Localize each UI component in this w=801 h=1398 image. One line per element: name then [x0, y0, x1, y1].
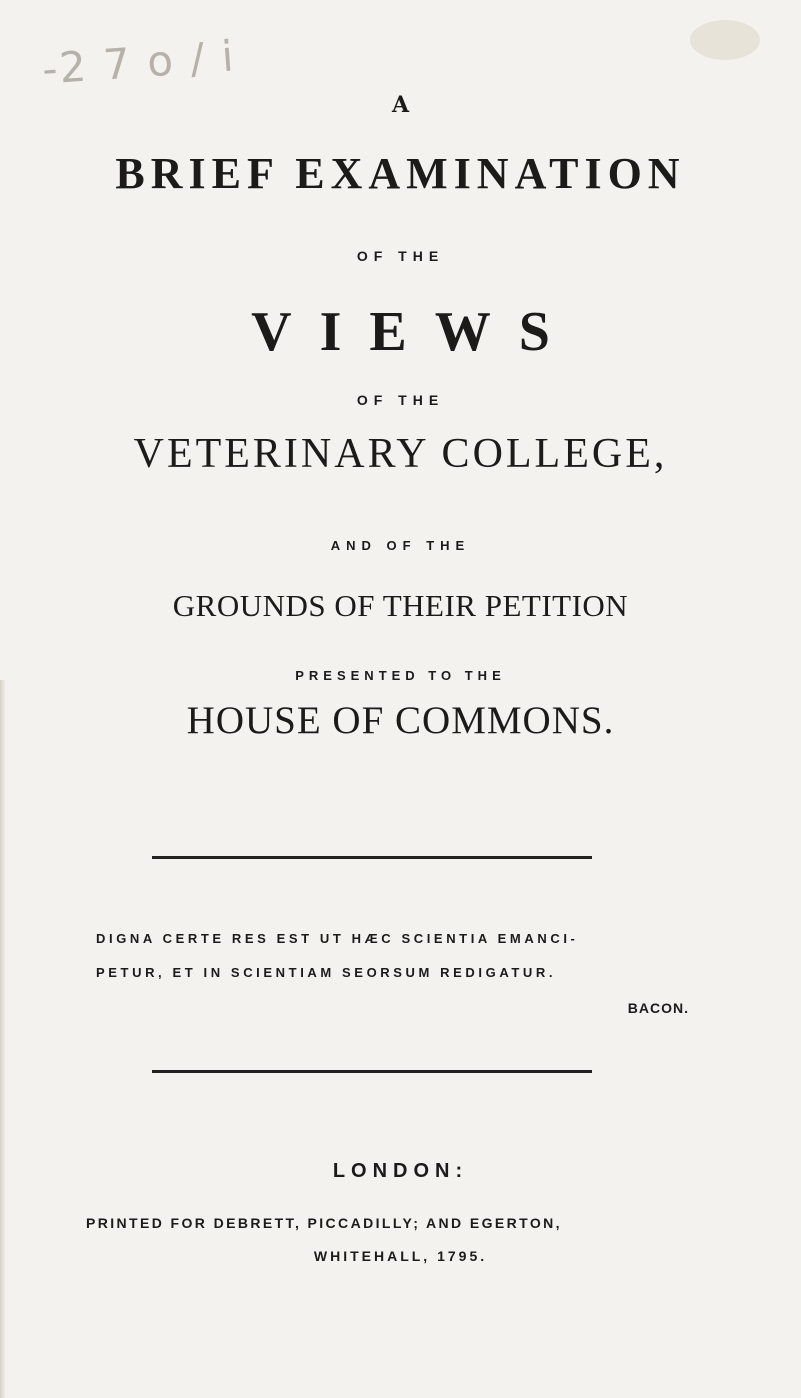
title-main: BRIEF EXAMINATION — [115, 149, 686, 198]
epigraph-line-2: PETUR, ET IN SCIENTIAM SEORSUM REDIGATUR. — [96, 965, 557, 980]
divider-rule-top — [152, 856, 592, 859]
title-views: VIEWS — [251, 301, 578, 363]
title-connector-4: PRESENTED TO THE — [295, 668, 506, 683]
title-grounds: GROUNDS OF THEIR PETITION — [172, 588, 629, 623]
title-article: A — [391, 92, 410, 118]
imprint-place-date: WHITEHALL, 1795. — [313, 1248, 488, 1264]
imprint-printer: PRINTED FOR DEBRETT, PICCADILLY; AND EGERTON, — [86, 1215, 562, 1231]
epigraph-line-1: DIGNA CERTE RES EST UT HÆC SCIENTIA EMANCI- — [96, 931, 579, 946]
divider-rule-bottom — [152, 1070, 592, 1073]
pencil-annotation: -2 7 o / i — [40, 31, 238, 94]
title-connector-3: AND OF THE — [330, 538, 471, 553]
title-connector-1: OF THE — [356, 248, 445, 264]
title-connector-2: OF THE — [356, 392, 445, 408]
epigraph-attribution: BACON. — [627, 1000, 689, 1016]
imprint-city: LONDON: — [332, 1160, 469, 1182]
paper-stain — [690, 20, 760, 60]
title-house: HOUSE OF COMMONS. — [186, 699, 615, 742]
title-college: VETERINARY COLLEGE, — [133, 431, 668, 477]
binding-edge — [0, 680, 6, 1398]
